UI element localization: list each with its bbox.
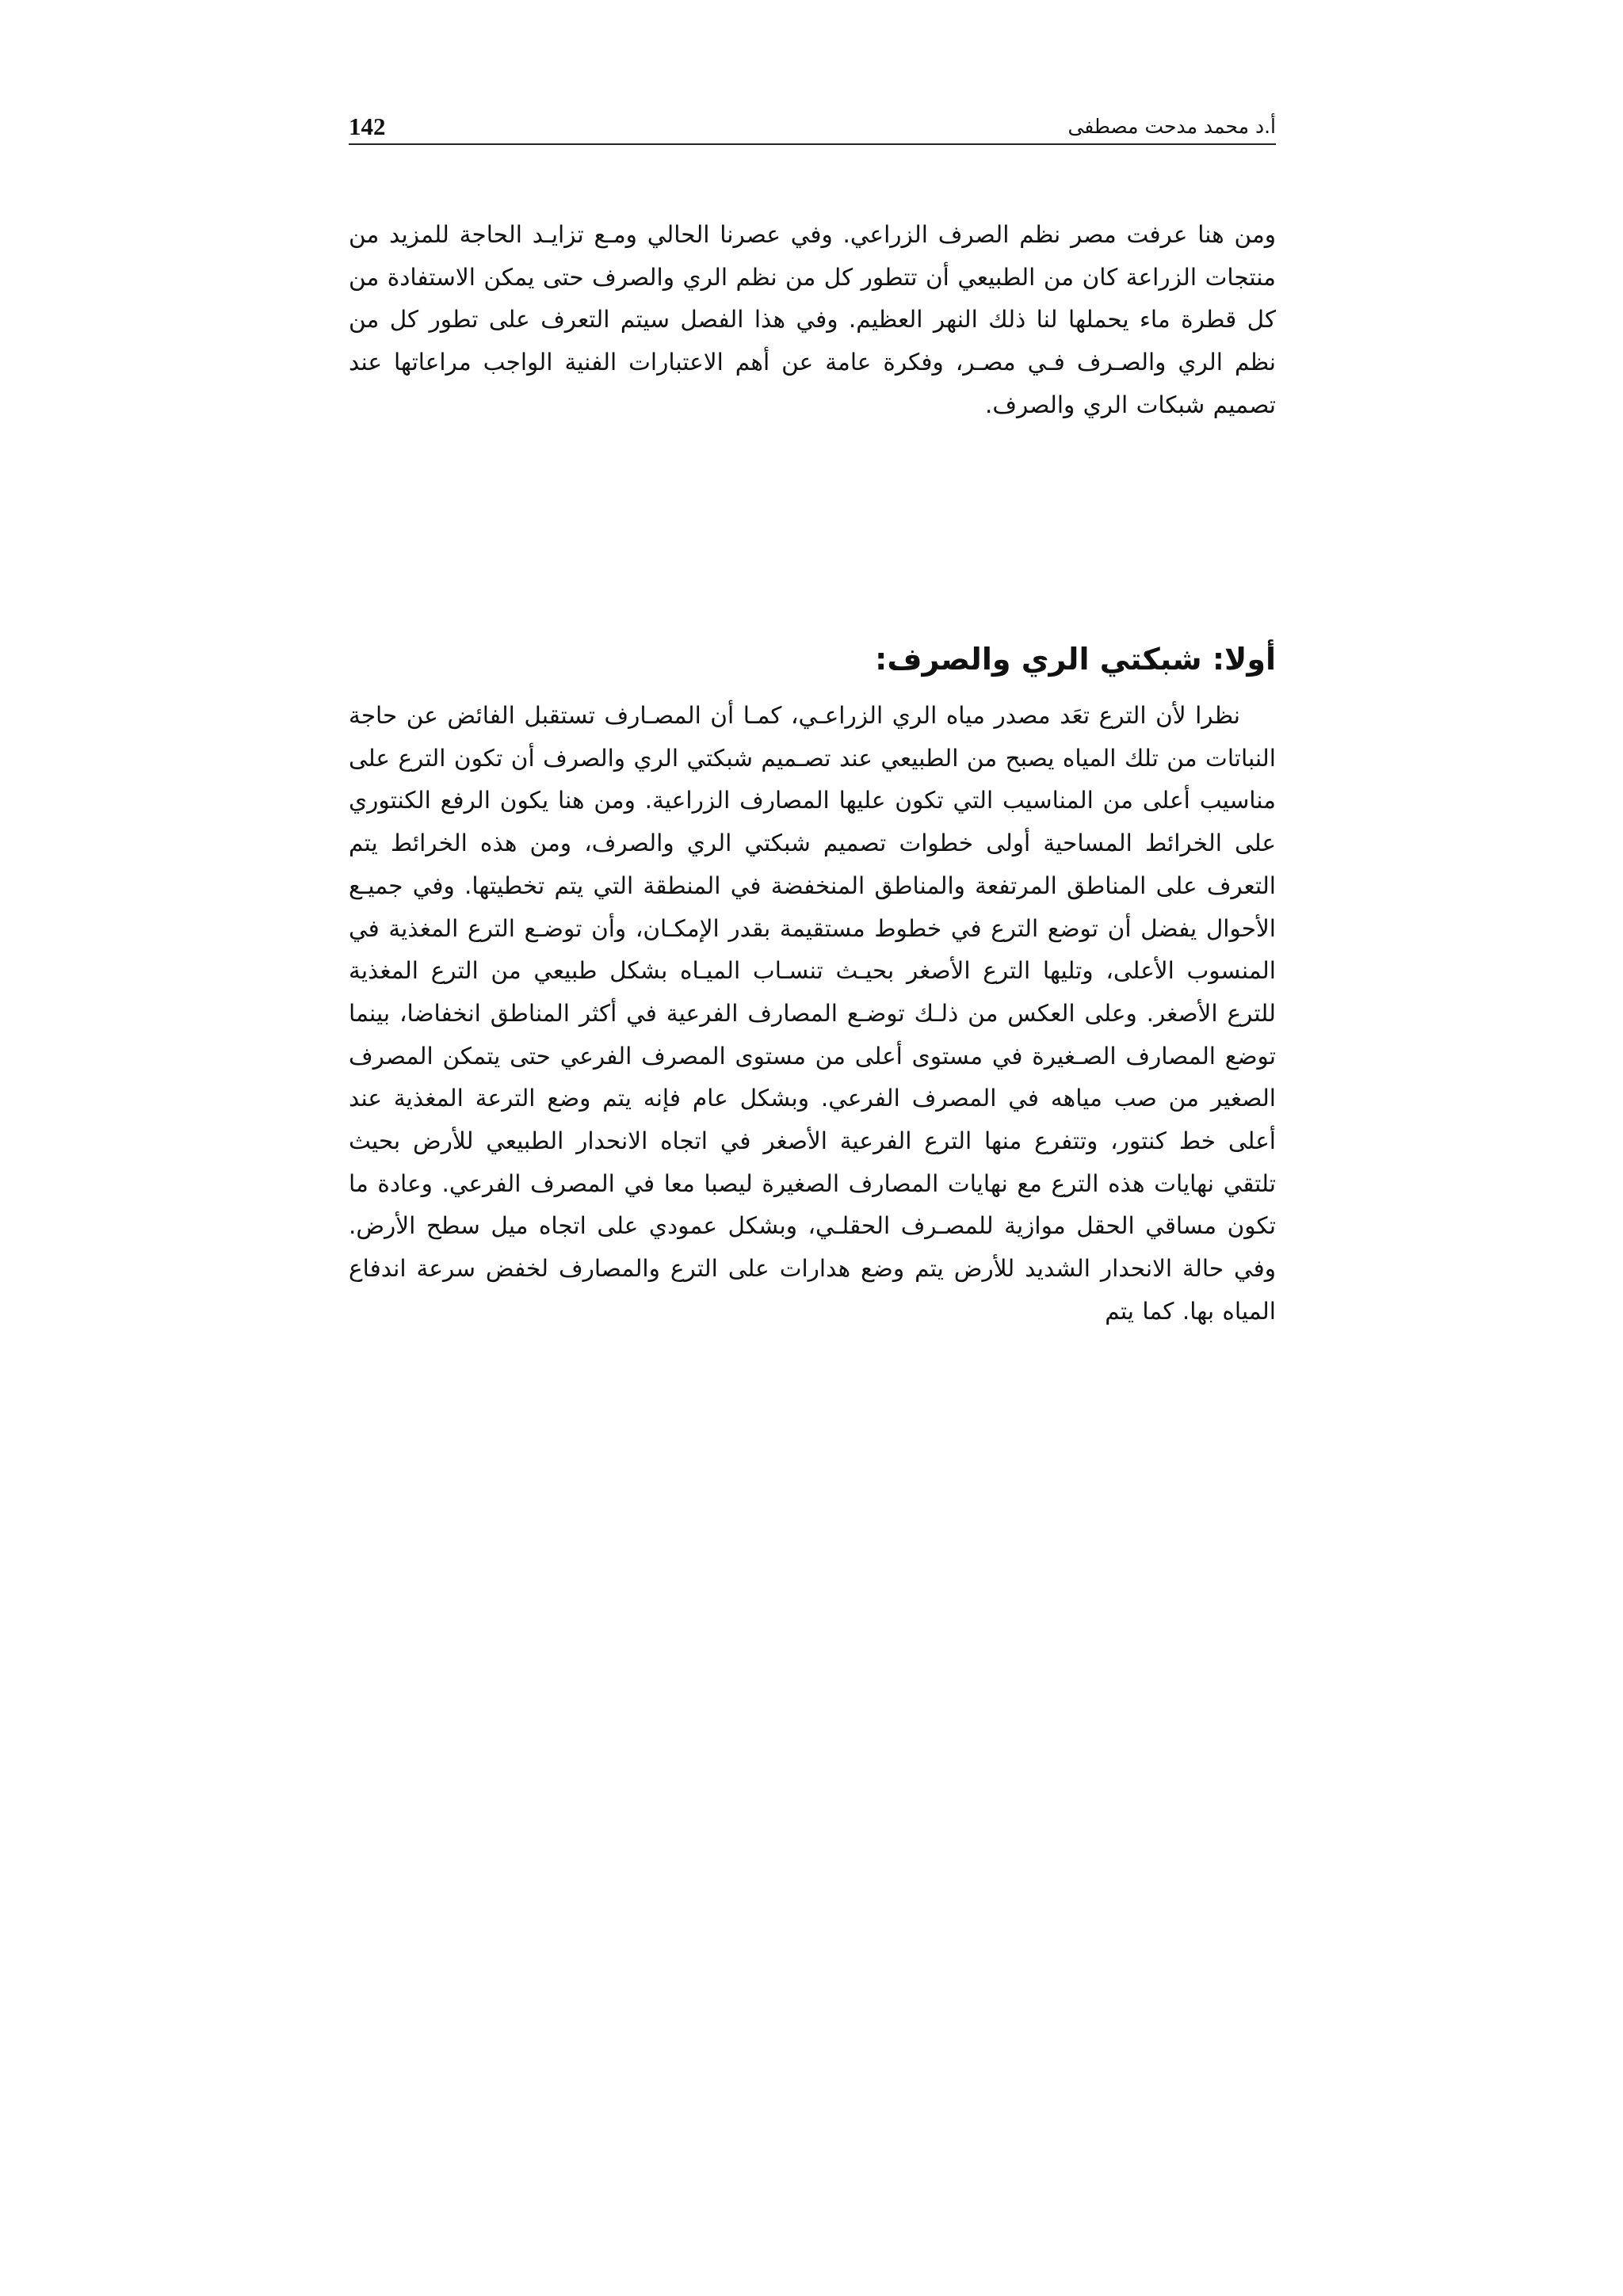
main-paragraph: نظرا لأن الترع تعَد مصدر مياه الري الزراعـي، كمـا أن المصـارف تستقبل الفائض عن حاجة النباتات من تلك المياه يصبح من الطبيعي عند تصـميم شبكتي الري والصرف أن تكون الترع على مناسيب أعلى من المناسيب التي تكون عليها المصارف الزراعية. ومن هنا يكون الرفع الكنتوري على الخرائط المساحية أولى خطوات تصميم شبكتي الري والصرف، ومن هذه الخرائط يتم التعرف على المناطق المرتفعة والمناطق المنخفضة في المنطقة التي يتم تخطيتها. وفي جميـع الأحوال يفضل أن توضع الترع في خطوط مستقيمة بقدر الإمكـان، وأن توضـع الترع المغذية في المنسوب الأعلى، وتليها الترع الأصغر بحيـث تنسـاب الميـاه بشكل طبيعي من الترع المغذية للترع الأصغر. وعلى العكس من ذلـك توضـع المصارف الفرعية في أكثر المناطق انخفاضا، بينما توضع المصارف الصـغيرة في مستوى أعلى من مستوى المصرف الفرعي حتى يتمكن المصرف الصغير من صب مياهه في المصرف الفرعي. وبشكل عام فإنه يتم وضع الترعة المغذية عند أعلى خط كنتور، وتتفرع منها الترع الفرعية الأصغر في اتجاه الانحدار الطبيعي للأرض بحيث تلتقي نهايات هذه الترع مع نهايات المصارف الصغيرة ليصبا معا في المصرف الفرعي. وعادة ما تكون مساقي الحقل موازية للمصـرف الحقلـي، وبشكل عمودي على اتجاه ميل سطح الأرض. وفي حالة الانحدار الشديد للأرض يتم وضع هدارات على الترع والمصارف لخفض سرعة اندفاع المياه بها. كما يتم	[349, 702, 1276, 1325]
intro-paragraph: ومن هنا عرفت مصر نظم الصرف الزراعي. وفي عصرنا الحالي ومـع تزايـد الحاجة للمزيد من منتجات الزراعة كان من الطبيعي أن تتطور كل من نظم الري والصرف حتى يمكن الاستفادة من كل قطرة ماء يحملها لنا ذلك النهر العظيم. وفي هذا الفصل سيتم التعرف على تطور كل من نظم الري والصـرف فـي مصـر، وفكرة عامة عن أهم الاعتبارات الفنية الواجب مراعاتها عند تصميم شبكات الري والصرف.	[349, 221, 1276, 418]
page-header	[349, 103, 1276, 143]
header-rule	[349, 143, 1276, 145]
section-heading: أولا: شبكتي الري والصرف:	[875, 642, 1276, 677]
running-head: أ.د محمد مدحت مصطفى	[1067, 115, 1276, 138]
page-number: 142	[349, 113, 386, 140]
